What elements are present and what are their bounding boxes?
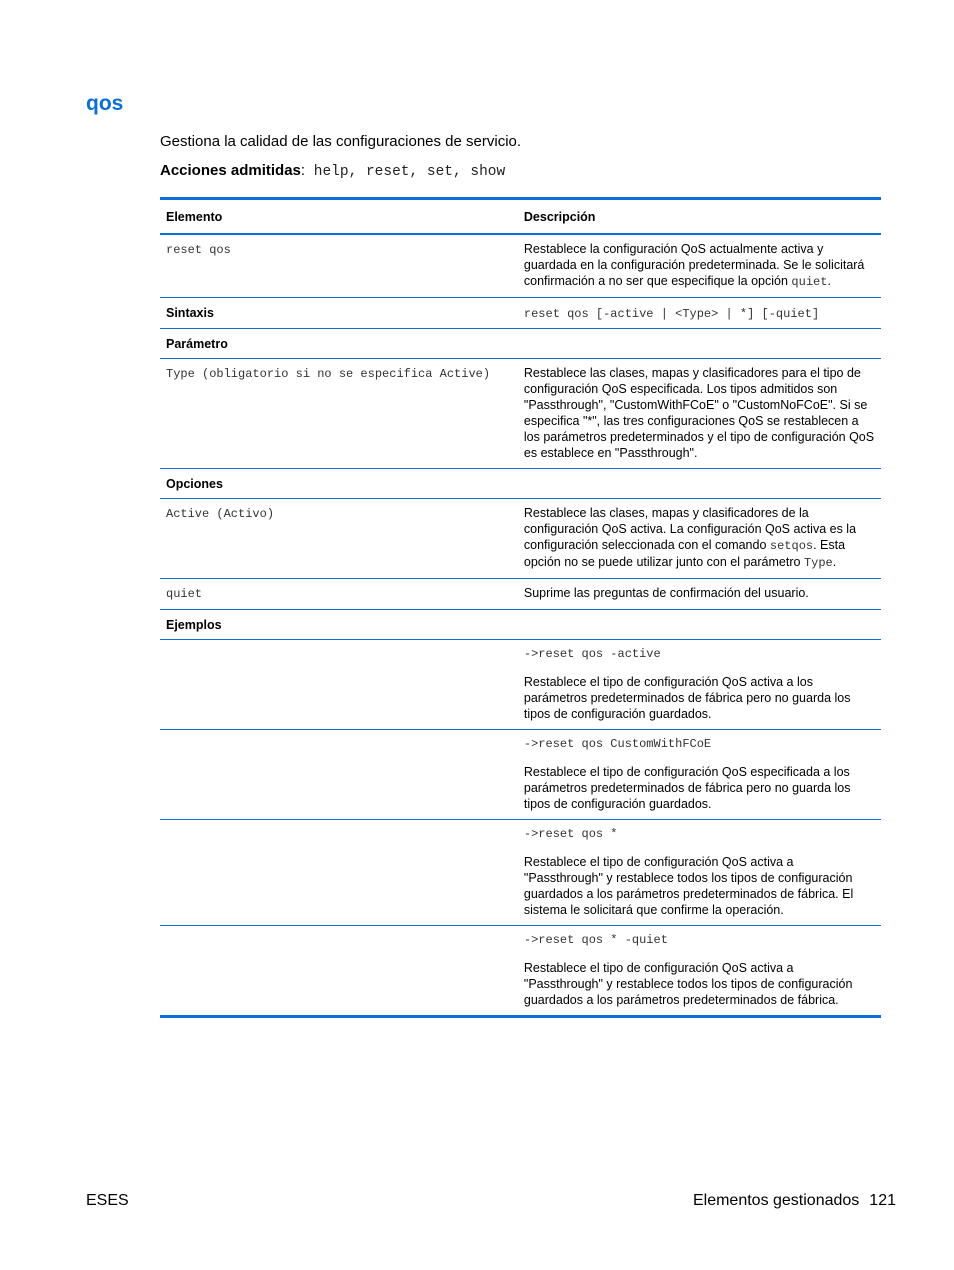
active-desc-c: . [832, 555, 837, 569]
empty-cell [160, 820, 518, 926]
header-description: Descripción [518, 199, 881, 235]
active-option: Active (Activo) [166, 507, 275, 521]
example-description: Restablece el tipo de configuración QoS activa a "Passthrough" y restablece todos los tipos de configuración guardados a los parámetros predeterminados de fábrica. El sistema le solicitará que confirme la operación. [523, 855, 854, 917]
actions-list: help, reset, set, show [305, 164, 506, 180]
reset-command: reset qos [166, 243, 231, 257]
row-description [518, 499, 881, 579]
footer-section [693, 1192, 896, 1210]
table-row [160, 579, 881, 610]
reset-desc-end: . [827, 274, 831, 288]
row-description: Restablece las clases, mapas y clasificadores para el tipo de configuración QoS especificada. Los tipos admitidos son "Passthrough", "CustomWithFCoE" o "CustomNoFCoE". Si se especifica "*", las tres configuraciones QoS se restablecen a los parámetros predeterminados y el tipo de configuración QoS es establece en "Passthrough". [518, 359, 881, 469]
type-param: Type (obligatorio si no se especifica Active) [166, 367, 491, 381]
empty-cell [160, 640, 518, 730]
example-cell [518, 640, 881, 730]
example-command: ->reset qos * [523, 827, 618, 841]
example-description: Restablece el tipo de configuración QoS especificada a los parámetros predeterminados de fábrica pero no guarda los tipos de configuración guardados. [523, 765, 851, 811]
table-row [160, 359, 881, 469]
example-cell [518, 730, 881, 820]
row-item [160, 499, 518, 579]
empty-cell [160, 926, 518, 1017]
supported-actions [160, 162, 505, 180]
example-row [160, 926, 881, 1017]
options-label: Opciones [160, 469, 518, 499]
empty-cell [518, 329, 881, 359]
row-item [160, 234, 518, 298]
row-description [518, 234, 881, 298]
syntax-cell [518, 298, 881, 329]
syntax-label: Sintaxis [160, 298, 518, 329]
actions-separator: : [300, 162, 306, 179]
header-element: Elemento [160, 199, 518, 235]
footer-section-name: Elementos gestionados [692, 1192, 860, 1209]
example-command: ->reset qos -active [523, 647, 661, 661]
intro-text: Gestiona la calidad de las configuraciones de servicio. [160, 133, 522, 150]
syntax-value: reset qos [-active | <Type> | *] [-quiet] [523, 307, 820, 321]
row-description: Suprime las preguntas de confirmación del usuario. [518, 579, 881, 610]
active-desc-b: . Esta opción no se puede utilizar junto con el parámetro [523, 538, 846, 569]
quiet-option: quiet [166, 587, 203, 601]
section-row-parameter [160, 329, 881, 359]
table-header [160, 199, 881, 235]
example-row [160, 640, 881, 730]
active-desc-code2: Type [803, 556, 833, 570]
empty-cell [160, 730, 518, 820]
parameter-label: Parámetro [160, 329, 518, 359]
example-command: ->reset qos CustomWithFCoE [523, 737, 712, 751]
section-row-options [160, 469, 881, 499]
reset-desc-code: quiet [791, 275, 828, 289]
active-desc-code1: setqos [769, 539, 814, 553]
examples-label: Ejemplos [160, 610, 518, 640]
footer-locale: ESES [86, 1192, 129, 1209]
example-command: ->reset qos * -quiet [523, 933, 668, 947]
reset-desc-text: Restablece la configuración QoS actualmente activa y guardada en la configuración predeterminada. Se le solicitará confirmación a no ser que especifique la opción [523, 242, 865, 288]
example-row [160, 820, 881, 926]
qos-table [160, 197, 881, 1018]
section-row-examples [160, 610, 881, 640]
table-row [160, 499, 881, 579]
syntax-row [160, 298, 881, 329]
example-cell [518, 820, 881, 926]
example-cell [518, 926, 881, 1017]
actions-label: Acciones admitidas [160, 162, 301, 179]
row-item [160, 359, 518, 469]
example-description: Restablece el tipo de configuración QoS activa a los parámetros predeterminados de fábrica pero no guarda los tipos de configuración guardados. [523, 675, 851, 721]
example-row [160, 730, 881, 820]
table-row [160, 234, 881, 298]
empty-cell [518, 610, 881, 640]
example-description: Restablece el tipo de configuración QoS activa a "Passthrough" y restablece todos los tipos de configuración guardados a los parámetros predeterminados de fábrica. [523, 961, 853, 1007]
row-item [160, 579, 518, 610]
page-number: 121 [869, 1192, 896, 1209]
page-title: qos [86, 92, 124, 115]
active-desc-a: Restablece las clases, mapas y clasificadores de la configuración QoS activa. La configuración QoS activa es la configuración seleccionada con el comando [523, 506, 857, 552]
empty-cell [518, 469, 881, 499]
